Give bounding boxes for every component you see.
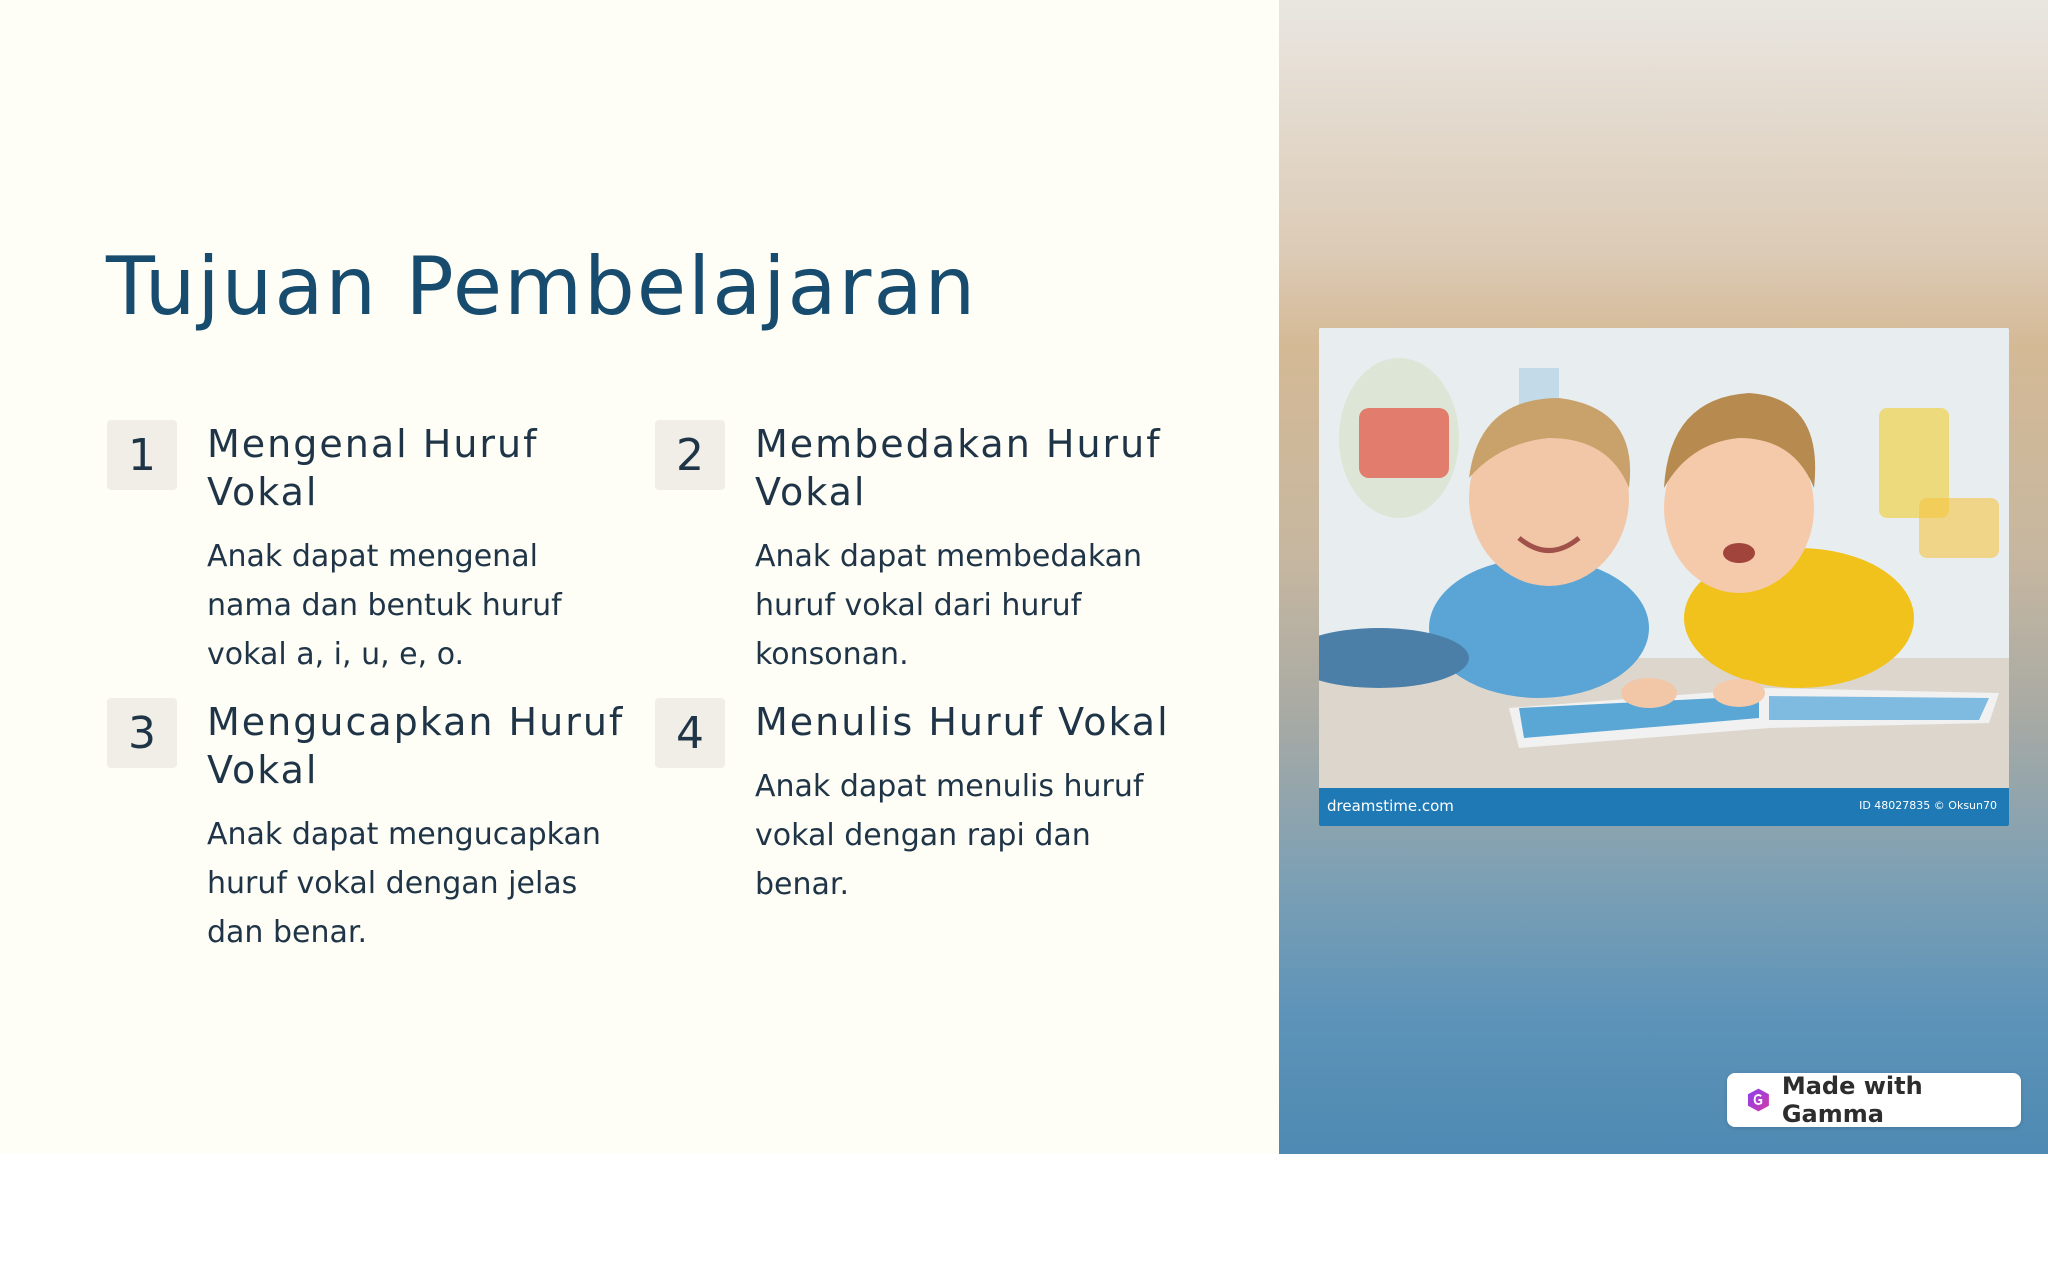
objective-number: 4 xyxy=(655,698,725,768)
gamma-logo-icon xyxy=(1747,1087,1770,1113)
children-reading-photo xyxy=(1319,328,2009,826)
page-title: Tujuan Pembelajaran xyxy=(106,240,978,333)
objective-number: 3 xyxy=(107,698,177,768)
badge-label: Made with Gamma xyxy=(1781,1072,1923,1128)
objective-item-3 xyxy=(107,698,627,958)
objective-title: Membedakan Huruf Vokal xyxy=(755,422,1162,514)
children-illustration xyxy=(1319,328,2009,788)
photo-watermark-bar xyxy=(1319,788,2009,826)
photo-watermark-id: ID 48027835 © Oksun70 xyxy=(1859,799,1997,812)
objective-description: Anak dapat membedakan huruf vokal dari huruf konsonan. xyxy=(755,539,1143,672)
photo-watermark-brand: dreamstime.com xyxy=(1327,797,1454,815)
objective-title: Menulis Huruf Vokal xyxy=(755,700,1170,744)
objective-item-4 xyxy=(655,698,1175,918)
objective-item-1 xyxy=(107,420,627,680)
objective-title: Mengenal Huruf Vokal xyxy=(207,422,539,514)
made-with-gamma-badge[interactable] xyxy=(1727,1073,2021,1127)
objective-description: Anak dapat mengenal nama dan bentuk huruf vokal a, i, u, e, o. xyxy=(207,539,562,672)
objective-number: 2 xyxy=(655,420,725,490)
objective-title: Mengucapkan Huruf Vokal xyxy=(207,700,625,792)
objective-number: 1 xyxy=(107,420,177,490)
objective-item-2 xyxy=(655,420,1175,680)
objective-description: Anak dapat menulis huruf vokal dengan rapi dan benar. xyxy=(755,769,1144,902)
objective-description: Anak dapat mengucapkan huruf vokal dengan jelas dan benar. xyxy=(207,817,601,950)
